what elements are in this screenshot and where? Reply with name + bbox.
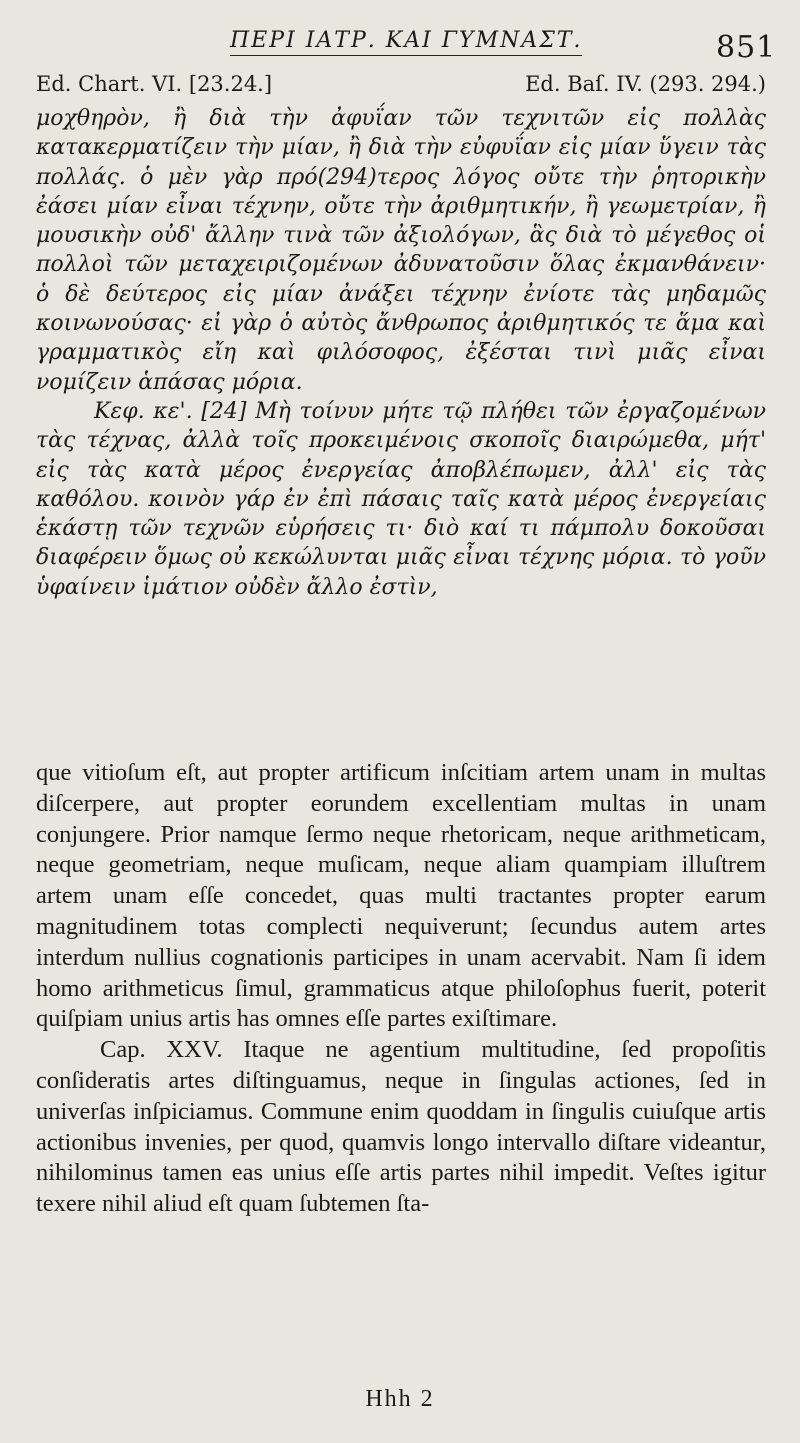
latin-text	[36, 758, 766, 1220]
edition-chartier: Ed. Chart. VI. [23.24.]	[36, 72, 273, 96]
signature-mark: Hhh 2	[365, 1386, 435, 1412]
greek-chapter-marker: Κεφ. κε'.	[94, 398, 193, 424]
running-head	[0, 22, 800, 65]
greek-chapter-text: [24] Μὴ τοίνυν μήτε τῷ πλήθει τῶν ἐργαζομένων τὰς τέχνας, ἀλλὰ τοῖς προκειμένοις σκοποῖς διαιρώμεθα, μήτ' εἰς τὰς κατὰ μέρος ἐνεργείας ἀποβλέπωμεν, ἀλλ' εἰς τὰς καθόλου. κοινὸν γάρ ἐν ἐπὶ πάσαις ταῖς κατὰ μέρος ἐνεργείαις ἑκάστῃ τῶν τεχνῶν εὑρήσεις τι· διὸ καί τι πάμπολυ δοκοῦσαι διαφέρειν ὅμως οὐ κεκώλυνται μιᾶς εἶναι τέχνης μόρια. τὸ γοῦν ὑφαίνειν ἱμάτιον οὐδὲν ἄλλο ἐστὶν,	[36, 398, 767, 600]
latin-paragraph: que vitioſum eſt, aut propter artificum inſcitiam artem unam in multas diſcerpere, aut propter eorundem excellentiam multas in unam conjungere. Prior namque ſermo neque rhetoricam, neque arithmeticam, neque geometriam, neque muſicam, neque aliam quampiam illuſtrem artem unam eſſe concedet, quas multi tractantes propter earum magnitudinem totas complecti nequiverunt; ſecundus autem artes interdum nullius cognationis participes in unam acervabit. Nam ſi idem homo arithmeticus ſimul, grammaticus atque philoſophus fuerit, poterit quiſpiam unius artis has omnes eſſe partes exiſtimare.	[36, 759, 766, 1033]
greek-text	[36, 104, 766, 602]
edition-basel: Ed. Baſ. IV. (293. 294.)	[525, 72, 766, 96]
page-number: 851	[716, 30, 777, 65]
running-title: ΠΕΡΙ ΙΑΤΡ. ΚΑΙ ΓΥΜΝΑΣΤ.	[230, 28, 582, 56]
edition-references	[36, 72, 766, 102]
latin-paragraph-chapter: Cap. XXV. Itaque ne agentium multitudine, ſed propoſitis conſideratis artes diſtinguamus, neque in ſingulas actiones, ſed in univerſas inſpiciamus. Commune enim quoddam in ſingulis cuiuſque artis actionibus invenies, per quod, quamvis longo intervallo diſtare videantur, nihilominus tamen eas unius eſſe artis partes nihil impedit. Veſtes igitur texere nihil aliud eſt quam ſubtemen ſta-	[36, 1036, 766, 1218]
greek-paragraph: μοχθηρὸν, ἢ διὰ τὴν ἀφυΐαν τῶν τεχνιτῶν εἰς πολλὰς κατακερματίζειν τὴν μίαν, ἢ διὰ τὴν εὐφυΐαν εἰς μίαν ὕγειν τὰς πολλάς. ὁ μὲν γὰρ πρό(294)τερος λόγος οὔτε τὴν ῥητορικὴν ἐάσει μίαν εἶναι τέχνην, οὔτε τὴν ἀριθμητικήν, ἢ γεωμετρίαν, ἢ μουσικὴν οὐδ' ἄλλην τινὰ τῶν ἀξιολόγων, ἃς διὰ τὸ μέγεθος οἱ πολλοὶ τῶν μεταχειριζομένων ἀδυνατοῦσιν ὅλας ἐκμανθάνειν· ὁ δὲ δεύτερος εἰς μίαν ἀνάξει τέχνην ἐνίοτε τὰς μηδαμῶς κοινωνούσας· εἰ γὰρ ὁ αὐτὸς ἄνθρωπος ἀριθμητικός τε ἅμα καὶ γραμματικὸς εἴη καὶ φιλόσοφος, ἐξέσται τινὶ μιᾶς εἶναι νομίζειν ἁπάσας μόρια.	[36, 106, 766, 395]
greek-paragraph-chapter	[36, 397, 766, 602]
